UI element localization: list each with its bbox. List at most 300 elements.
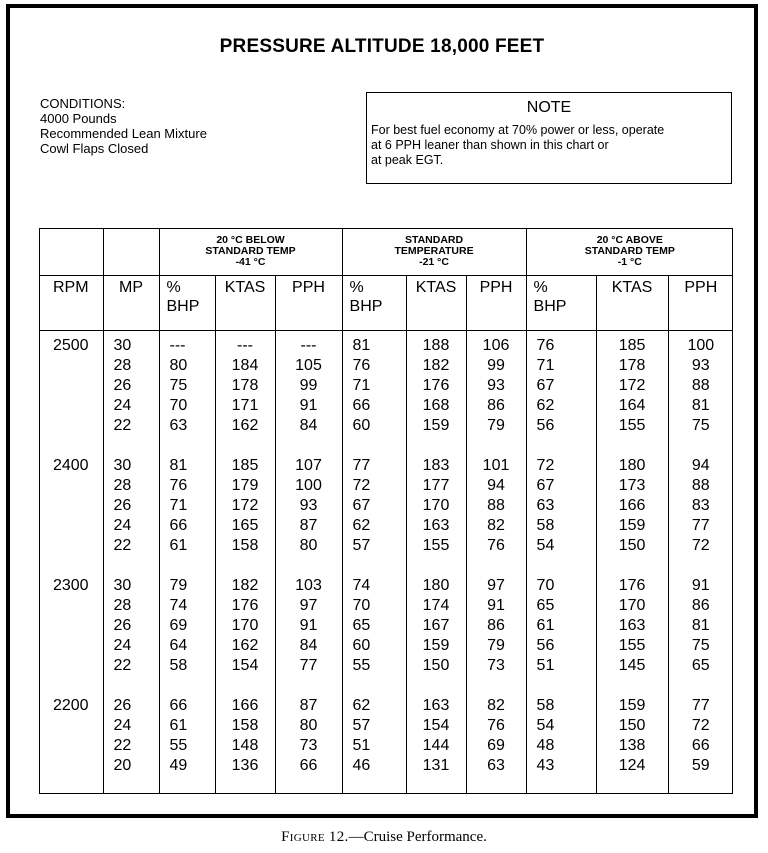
rpm-cell <box>39 396 103 416</box>
pph-cell: 91 <box>275 396 342 416</box>
pph-cell: 72 <box>668 716 733 736</box>
rpm-cell: 2300 <box>52 577 89 594</box>
ktas-cell: 177 <box>406 476 466 496</box>
bhp-cell: 66 <box>342 396 406 416</box>
spacer-cell <box>275 776 342 794</box>
table-row <box>39 496 733 516</box>
ktas-cell: 170 <box>596 596 668 616</box>
pph-cell: 99 <box>466 356 526 376</box>
spacer-cell <box>466 556 526 576</box>
table-row <box>39 416 733 436</box>
bhp-cell: 80 <box>159 356 215 376</box>
ktas-cell: 159 <box>596 516 668 536</box>
group-header-line: 20 °C ABOVE <box>596 234 663 246</box>
mp-cell: 26 <box>103 496 159 516</box>
spacer-cell <box>215 676 275 696</box>
group-spacer-row <box>39 676 733 696</box>
spacer-cell <box>668 676 733 696</box>
bhp-cell: 81 <box>342 331 406 357</box>
table-row <box>39 656 733 676</box>
column-header-line: % <box>349 279 364 296</box>
pph-cell: 97 <box>275 596 342 616</box>
table-row <box>39 716 733 736</box>
pph-cell: 59 <box>668 756 733 776</box>
bhp-cell: 66 <box>159 696 215 716</box>
bhp-cell: 72 <box>342 476 406 496</box>
rpm-cell <box>39 356 103 376</box>
mp-cell: 22 <box>103 536 159 556</box>
column-header-line: BHP <box>349 298 383 315</box>
spacer-cell <box>466 776 526 794</box>
spacer-cell <box>466 676 526 696</box>
temperature-group-header-row <box>39 228 733 276</box>
bhp-cell: 58 <box>159 656 215 676</box>
column-header-ktas: KTAS <box>596 276 668 331</box>
bhp-cell: 62 <box>342 516 406 536</box>
rpm-cell: 2400 <box>52 457 89 474</box>
spacer-cell <box>275 556 342 576</box>
bhp-cell: --- <box>159 331 215 357</box>
pph-cell: 77 <box>668 516 733 536</box>
group-header-line: 20 °C BELOW <box>216 234 285 246</box>
pph-cell: 66 <box>275 756 342 776</box>
cruise-performance-table <box>39 228 733 794</box>
bhp-cell: 66 <box>159 516 215 536</box>
mp-cell: 30 <box>103 456 159 476</box>
bhp-cell: 61 <box>159 536 215 556</box>
rpm-cell <box>39 756 103 776</box>
spacer-cell <box>39 776 103 794</box>
bhp-cell: 79 <box>159 576 215 596</box>
ktas-cell: 166 <box>215 696 275 716</box>
group-header-line: -1 °C <box>617 256 642 268</box>
spacer-cell <box>596 776 668 794</box>
ktas-cell: 178 <box>596 356 668 376</box>
pph-cell: 86 <box>466 396 526 416</box>
pph-cell: 87 <box>275 696 342 716</box>
bhp-cell: 65 <box>526 596 596 616</box>
pph-cell: 76 <box>466 716 526 736</box>
spacer-cell <box>526 676 596 696</box>
mp-cell: 24 <box>103 516 159 536</box>
spacer-cell <box>215 776 275 794</box>
bhp-cell: 69 <box>159 616 215 636</box>
column-header-ktas: KTAS <box>406 276 466 331</box>
group-header-line: TEMPERATURE <box>394 245 474 257</box>
conditions-line: 4000 Pounds <box>40 111 117 126</box>
pph-cell: 93 <box>668 356 733 376</box>
ktas-cell: 171 <box>215 396 275 416</box>
pph-cell: 84 <box>275 416 342 436</box>
pph-cell: 88 <box>466 496 526 516</box>
table-row <box>39 756 733 776</box>
ktas-cell: 180 <box>406 576 466 596</box>
ktas-cell: 172 <box>596 376 668 396</box>
ktas-cell: 163 <box>596 616 668 636</box>
ktas-cell: 148 <box>215 736 275 756</box>
ktas-cell: 167 <box>406 616 466 636</box>
spacer-cell <box>466 436 526 456</box>
pph-cell: 83 <box>668 496 733 516</box>
pph-cell: 88 <box>668 376 733 396</box>
ktas-cell: 185 <box>596 331 668 357</box>
spacer-cell <box>39 436 103 456</box>
table-row <box>39 736 733 756</box>
blank-header-cell <box>103 228 159 276</box>
group-header-below-standard <box>159 228 342 276</box>
mp-cell: 28 <box>103 596 159 616</box>
blank-header-cell <box>39 228 103 276</box>
ktas-cell: 154 <box>215 656 275 676</box>
pph-cell: 94 <box>668 456 733 476</box>
ktas-cell: 184 <box>215 356 275 376</box>
ktas-cell: 124 <box>596 756 668 776</box>
spacer-cell <box>159 556 215 576</box>
spacer-cell <box>526 776 596 794</box>
table-row <box>39 396 733 416</box>
ktas-cell: 150 <box>596 536 668 556</box>
table-row <box>39 536 733 556</box>
ktas-cell: 136 <box>215 756 275 776</box>
pph-cell: 105 <box>275 356 342 376</box>
bhp-cell: 64 <box>159 636 215 656</box>
table-row <box>39 516 733 536</box>
pph-cell: 107 <box>275 456 342 476</box>
bhp-cell: 67 <box>526 476 596 496</box>
bhp-cell: 76 <box>526 331 596 357</box>
ktas-cell: 159 <box>596 696 668 716</box>
bhp-cell: 57 <box>342 716 406 736</box>
bhp-cell: 70 <box>342 596 406 616</box>
ktas-cell: 162 <box>215 636 275 656</box>
bhp-cell: 67 <box>342 496 406 516</box>
ktas-cell: 165 <box>215 516 275 536</box>
pph-cell: 86 <box>668 596 733 616</box>
bhp-cell: 60 <box>342 416 406 436</box>
bhp-cell: 61 <box>526 616 596 636</box>
ktas-cell: 154 <box>406 716 466 736</box>
pph-cell: 103 <box>275 576 342 596</box>
note-title: NOTE <box>526 99 572 116</box>
mp-cell: 30 <box>103 331 159 357</box>
pph-cell: 75 <box>668 636 733 656</box>
bhp-cell: 56 <box>526 636 596 656</box>
group-header-line: STANDARD TEMP <box>205 245 296 257</box>
pph-cell: 73 <box>275 736 342 756</box>
pph-cell: 66 <box>668 736 733 756</box>
pph-cell: 63 <box>466 756 526 776</box>
group-header-line: -41 °C <box>235 256 266 268</box>
bhp-cell: 51 <box>526 656 596 676</box>
column-header-bhp <box>159 276 215 331</box>
ktas-cell: 176 <box>406 376 466 396</box>
note-text <box>371 123 731 168</box>
bhp-cell: 48 <box>526 736 596 756</box>
bhp-cell: 71 <box>526 356 596 376</box>
table-row <box>39 636 733 656</box>
mp-cell: 24 <box>103 396 159 416</box>
bhp-cell: 74 <box>159 596 215 616</box>
pph-cell: 91 <box>275 616 342 636</box>
spacer-cell <box>39 676 103 696</box>
table-row <box>39 476 733 496</box>
spacer-cell <box>159 776 215 794</box>
rpm-cell <box>39 416 103 436</box>
bhp-cell: 54 <box>526 716 596 736</box>
spacer-cell <box>668 776 733 794</box>
bhp-cell: 57 <box>342 536 406 556</box>
rpm-cell <box>39 736 103 756</box>
ktas-cell: 170 <box>406 496 466 516</box>
pph-cell: 87 <box>275 516 342 536</box>
spacer-cell <box>103 436 159 456</box>
pph-cell: 79 <box>466 416 526 436</box>
ktas-cell: 163 <box>406 696 466 716</box>
bhp-cell: 71 <box>159 496 215 516</box>
column-header-pph: PPH <box>466 276 526 331</box>
pph-cell: 84 <box>275 636 342 656</box>
bhp-cell: 62 <box>342 696 406 716</box>
figure-caption <box>0 829 768 846</box>
bhp-cell: 76 <box>159 476 215 496</box>
ktas-cell: 158 <box>215 536 275 556</box>
mp-cell: 22 <box>103 656 159 676</box>
ktas-cell: 178 <box>215 376 275 396</box>
bhp-cell: 65 <box>342 616 406 636</box>
ktas-cell: 162 <box>215 416 275 436</box>
spacer-cell <box>215 436 275 456</box>
spacer-cell <box>406 556 466 576</box>
ktas-cell: 173 <box>596 476 668 496</box>
group-header-line: -21 °C <box>419 256 449 268</box>
column-header-rpm: RPM <box>39 276 103 331</box>
bhp-cell: 75 <box>159 376 215 396</box>
bhp-cell: 71 <box>342 376 406 396</box>
spacer-cell <box>526 436 596 456</box>
spacer-cell <box>159 676 215 696</box>
pph-cell: 80 <box>275 536 342 556</box>
ktas-cell: 185 <box>215 456 275 476</box>
bhp-cell: 62 <box>526 396 596 416</box>
pph-cell: 100 <box>668 331 733 357</box>
ktas-cell: 182 <box>406 356 466 376</box>
bhp-cell: 76 <box>342 356 406 376</box>
spacer-cell <box>406 676 466 696</box>
table-row <box>39 616 733 636</box>
pph-cell: 72 <box>668 536 733 556</box>
group-spacer-row <box>39 556 733 576</box>
note-line: at peak EGT. <box>371 153 444 167</box>
bhp-cell: 77 <box>342 456 406 476</box>
figure-title: —Cruise Performance. <box>348 829 487 845</box>
spacer-cell <box>103 556 159 576</box>
spacer-cell <box>406 436 466 456</box>
group-header-line: STANDARD <box>404 234 464 246</box>
mp-cell: 26 <box>103 376 159 396</box>
mp-cell: 22 <box>103 736 159 756</box>
rpm-cell <box>39 596 103 616</box>
column-header-pph: PPH <box>668 276 733 331</box>
bhp-cell: 70 <box>159 396 215 416</box>
bhp-cell: 72 <box>526 456 596 476</box>
spacer-cell <box>275 676 342 696</box>
bhp-cell: 43 <box>526 756 596 776</box>
ktas-cell: 164 <box>596 396 668 416</box>
conditions-block <box>40 96 207 156</box>
mp-cell: 24 <box>103 716 159 736</box>
bhp-cell: 56 <box>526 416 596 436</box>
ktas-cell: 166 <box>596 496 668 516</box>
bhp-cell: 81 <box>159 456 215 476</box>
bhp-cell: 67 <box>526 376 596 396</box>
spacer-cell <box>342 436 406 456</box>
ktas-cell: 155 <box>596 636 668 656</box>
pph-cell: 93 <box>275 496 342 516</box>
table-end-row <box>39 776 733 794</box>
pph-cell: 88 <box>668 476 733 496</box>
column-header-row <box>39 276 733 331</box>
table-row <box>39 576 733 596</box>
bhp-cell: 63 <box>159 416 215 436</box>
pph-cell: 79 <box>466 636 526 656</box>
table-row <box>39 696 733 716</box>
ktas-cell: 183 <box>406 456 466 476</box>
table-row <box>39 331 733 357</box>
pph-cell: 76 <box>466 536 526 556</box>
pph-cell: 65 <box>668 656 733 676</box>
group-header-standard <box>342 228 526 276</box>
rpm-cell: 2500 <box>52 337 89 354</box>
chart-frame <box>6 4 758 818</box>
bhp-cell: 55 <box>159 736 215 756</box>
mp-cell: 28 <box>103 356 159 376</box>
pph-cell: 99 <box>275 376 342 396</box>
spacer-cell <box>342 556 406 576</box>
page-title: PRESSURE ALTITUDE 18,000 FEET <box>219 36 545 57</box>
bhp-cell: 51 <box>342 736 406 756</box>
rpm-cell <box>39 516 103 536</box>
spacer-cell <box>526 556 596 576</box>
group-header-above-standard <box>526 228 733 276</box>
ktas-cell: 180 <box>596 456 668 476</box>
mp-cell: 22 <box>103 416 159 436</box>
pph-cell: 101 <box>466 456 526 476</box>
rpm-cell <box>39 496 103 516</box>
ktas-cell: --- <box>215 331 275 357</box>
ktas-cell: 170 <box>215 616 275 636</box>
figure-number: Figure 12. <box>281 829 349 845</box>
column-header-ktas: KTAS <box>215 276 275 331</box>
bhp-cell: 55 <box>342 656 406 676</box>
ktas-cell: 138 <box>596 736 668 756</box>
pph-cell: 93 <box>466 376 526 396</box>
spacer-cell <box>275 436 342 456</box>
column-header-line: BHP <box>533 298 567 315</box>
table-body <box>39 331 733 795</box>
rpm-cell <box>39 536 103 556</box>
bhp-cell: 60 <box>342 636 406 656</box>
column-header-line: BHP <box>166 298 200 315</box>
note-line: at 6 PPH leaner than shown in this chart or <box>371 138 609 152</box>
conditions-heading: CONDITIONS: <box>40 96 126 111</box>
pph-cell: 86 <box>466 616 526 636</box>
ktas-cell: 150 <box>596 716 668 736</box>
spacer-cell <box>215 556 275 576</box>
rpm-cell <box>39 716 103 736</box>
pph-cell: 81 <box>668 616 733 636</box>
pph-cell: 81 <box>668 396 733 416</box>
ktas-cell: 159 <box>406 636 466 656</box>
pph-cell: 73 <box>466 656 526 676</box>
ktas-cell: 188 <box>406 331 466 357</box>
rpm-cell <box>39 376 103 396</box>
bhp-cell: 58 <box>526 516 596 536</box>
pph-cell: 75 <box>668 416 733 436</box>
ktas-cell: 155 <box>596 416 668 436</box>
pph-cell: 94 <box>466 476 526 496</box>
pph-cell: 106 <box>466 331 526 357</box>
pph-cell: 100 <box>275 476 342 496</box>
ktas-cell: 176 <box>596 576 668 596</box>
pph-cell: 82 <box>466 696 526 716</box>
ktas-cell: 174 <box>406 596 466 616</box>
bhp-cell: 49 <box>159 756 215 776</box>
conditions-line: Recommended Lean Mixture <box>40 126 207 141</box>
bhp-cell: 54 <box>526 536 596 556</box>
spacer-cell <box>406 776 466 794</box>
spacer-cell <box>668 436 733 456</box>
mp-cell: 30 <box>103 576 159 596</box>
ktas-cell: 176 <box>215 596 275 616</box>
mp-cell: 24 <box>103 636 159 656</box>
mp-cell: 26 <box>103 696 159 716</box>
note-box <box>366 92 732 184</box>
pph-cell: 91 <box>466 596 526 616</box>
ktas-cell: 155 <box>406 536 466 556</box>
pph-cell: 97 <box>466 576 526 596</box>
bhp-cell: 70 <box>526 576 596 596</box>
ktas-cell: 163 <box>406 516 466 536</box>
bhp-cell: 46 <box>342 756 406 776</box>
pph-cell: 77 <box>275 656 342 676</box>
pph-cell: --- <box>275 331 342 357</box>
conditions-line: Cowl Flaps Closed <box>40 141 149 156</box>
table-row <box>39 356 733 376</box>
bhp-cell: 61 <box>159 716 215 736</box>
rpm-cell <box>39 616 103 636</box>
ktas-cell: 145 <box>596 656 668 676</box>
spacer-cell <box>103 776 159 794</box>
pph-cell: 82 <box>466 516 526 536</box>
ktas-cell: 131 <box>406 756 466 776</box>
spacer-cell <box>596 436 668 456</box>
spacer-cell <box>342 676 406 696</box>
bhp-cell: 74 <box>342 576 406 596</box>
table-row <box>39 456 733 476</box>
ktas-cell: 159 <box>406 416 466 436</box>
spacer-cell <box>342 776 406 794</box>
ktas-cell: 158 <box>215 716 275 736</box>
column-header-bhp <box>526 276 596 331</box>
mp-cell: 20 <box>103 756 159 776</box>
rpm-cell <box>39 656 103 676</box>
mp-cell: 26 <box>103 616 159 636</box>
spacer-cell <box>596 556 668 576</box>
ktas-cell: 150 <box>406 656 466 676</box>
column-header-line: % <box>533 279 548 296</box>
ktas-cell: 144 <box>406 736 466 756</box>
ktas-cell: 179 <box>215 476 275 496</box>
